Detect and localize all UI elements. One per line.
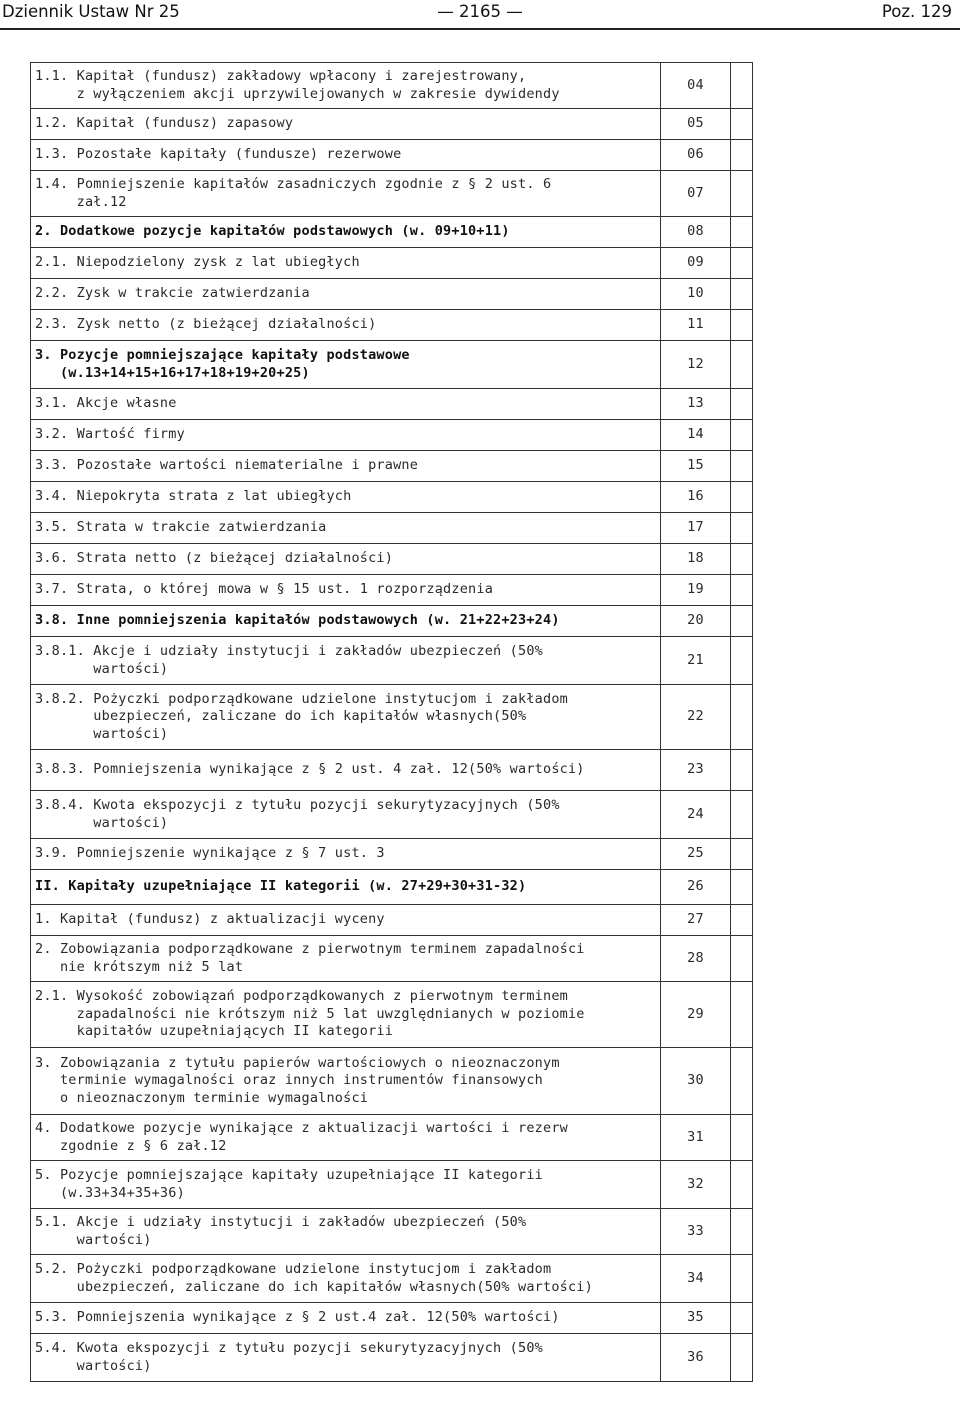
table-row <box>31 482 753 513</box>
row-label-text: 3. Pozycje pomniejszające kapitały podstawowe (w.13+14+15+16+17+18+19+20+25) <box>35 347 410 381</box>
row-code: 09 <box>661 248 731 279</box>
row-code: 33 <box>661 1209 731 1255</box>
table-row <box>31 544 753 575</box>
table-row <box>31 936 753 982</box>
row-code: 36 <box>661 1334 731 1382</box>
row-value-cell[interactable] <box>731 389 753 420</box>
row-code: 14 <box>661 420 731 451</box>
table-row <box>31 1209 753 1255</box>
table-row <box>31 1048 753 1115</box>
row-code: 30 <box>661 1048 731 1115</box>
row-label <box>31 310 661 341</box>
row-code: 27 <box>661 905 731 936</box>
row-label <box>31 750 661 791</box>
row-value-cell[interactable] <box>731 482 753 513</box>
row-value-cell[interactable] <box>731 544 753 575</box>
row-label <box>31 575 661 606</box>
row-label <box>31 217 661 248</box>
row-value-cell[interactable] <box>731 606 753 637</box>
row-code: 15 <box>661 451 731 482</box>
row-code: 18 <box>661 544 731 575</box>
table-row <box>31 109 753 140</box>
row-code: 07 <box>661 171 731 217</box>
row-label <box>31 791 661 839</box>
row-code: 28 <box>661 936 731 982</box>
row-value-cell[interactable] <box>731 420 753 451</box>
row-value-cell[interactable] <box>731 982 753 1048</box>
row-label-text: 4. Dodatkowe pozycje wynikające z aktualizacji wartości i rezerw zgodnie z § 6 zał.12 <box>35 1120 568 1154</box>
row-label <box>31 171 661 217</box>
row-code: 12 <box>661 341 731 389</box>
row-value-cell[interactable] <box>731 310 753 341</box>
table-row <box>31 63 753 109</box>
row-value-cell[interactable] <box>731 870 753 905</box>
row-code: 32 <box>661 1161 731 1209</box>
table-row <box>31 1255 753 1303</box>
row-value-cell[interactable] <box>731 513 753 544</box>
row-label-text: 3.5. Strata w trakcie zatwierdzania <box>35 519 327 536</box>
row-label <box>31 839 661 870</box>
row-label-text: 1.1. Kapitał (fundusz) zakładowy wpłacony i zarejestrowany, z wyłączeniem akcji uprzywilejowanych w zakresie dywidendy <box>35 68 560 102</box>
row-label-text: 1.4. Pomniejszenie kapitałów zasadniczych zgodnie z § 2 ust. 6 zał.12 <box>35 176 552 210</box>
row-code: 34 <box>661 1255 731 1303</box>
row-label-text: 3.7. Strata, o której mowa w § 15 ust. 1 rozporządzenia <box>35 581 494 598</box>
table-row <box>31 1334 753 1382</box>
row-value-cell[interactable] <box>731 791 753 839</box>
row-value-cell[interactable] <box>731 1048 753 1115</box>
row-label <box>31 1255 661 1303</box>
row-label-text: 3.8.4. Kwota ekspozycji z tytułu pozycji sekurytyzacyjnych (50% wartości) <box>35 797 560 831</box>
table-row <box>31 248 753 279</box>
row-label <box>31 248 661 279</box>
row-code: 21 <box>661 637 731 685</box>
row-label-text: 2. Zobowiązania podporządkowane z pierwotnym terminem zapadalności nie krótszym niż 5 lat <box>35 941 585 975</box>
table-row <box>31 637 753 685</box>
row-value-cell[interactable] <box>731 171 753 217</box>
row-label-text: 3.3. Pozostałe wartości niematerialne i prawne <box>35 457 419 474</box>
row-label-text: 3.8.1. Akcje i udziały instytucji i zakładów ubezpieczeń (50% wartości) <box>35 643 543 677</box>
table-row <box>31 750 753 791</box>
table-row <box>31 791 753 839</box>
row-code: 05 <box>661 109 731 140</box>
row-label <box>31 389 661 420</box>
position-number: Poz. 129 <box>881 2 952 21</box>
row-label <box>31 420 661 451</box>
row-label <box>31 1048 661 1115</box>
row-code: 08 <box>661 217 731 248</box>
row-label <box>31 1161 661 1209</box>
row-code: 31 <box>661 1115 731 1161</box>
row-label-text: 5.2. Pożyczki podporządkowane udzielone instytucjom i zakładom ubezpieczeń, zaliczane do ich kapitałów własnych(50% wartości) <box>35 1261 593 1295</box>
row-label-text: 5.3. Pomniejszenia wynikające z § 2 ust.4 zał. 12(50% wartości) <box>35 1309 560 1326</box>
row-value-cell[interactable] <box>731 279 753 310</box>
row-label <box>31 606 661 637</box>
row-value-cell[interactable] <box>731 575 753 606</box>
row-label-text: 2.3. Zysk netto (z bieżącej działalności) <box>35 316 377 333</box>
row-value-cell[interactable] <box>731 685 753 750</box>
row-value-cell[interactable] <box>731 1334 753 1382</box>
row-label <box>31 451 661 482</box>
page-number: — 2165 — <box>437 2 523 21</box>
row-code: 25 <box>661 839 731 870</box>
row-label-text: 3.1. Akcje własne <box>35 395 177 412</box>
row-label-text: 3.6. Strata netto (z bieżącej działalności) <box>35 550 394 567</box>
row-label-text: 3.8.2. Pożyczki podporządkowane udzielone instytucjom i zakładom ubezpieczeń, zaliczane do ich kapitałów własnych(50% wartości) <box>35 690 568 742</box>
table-row <box>31 513 753 544</box>
table-row <box>31 575 753 606</box>
row-label <box>31 140 661 171</box>
row-value-cell[interactable] <box>731 839 753 870</box>
row-label-text: 5. Pozycje pomniejszające kapitały uzupełniające II kategorii (w.33+34+35+36) <box>35 1167 543 1201</box>
table-row <box>31 279 753 310</box>
row-code: 35 <box>661 1303 731 1334</box>
table-row <box>31 685 753 750</box>
row-value-cell[interactable] <box>731 451 753 482</box>
row-value-cell[interactable] <box>731 1255 753 1303</box>
row-label <box>31 1334 661 1382</box>
table-row <box>31 341 753 389</box>
table-row <box>31 420 753 451</box>
row-label-text: 1.3. Pozostałe kapitały (fundusze) rezerwowe <box>35 146 402 163</box>
row-label-text: 3.2. Wartość firmy <box>35 426 185 443</box>
row-label <box>31 513 661 544</box>
row-label <box>31 685 661 750</box>
row-value-cell[interactable] <box>731 1161 753 1209</box>
row-label <box>31 1303 661 1334</box>
row-label <box>31 482 661 513</box>
row-label-text: II. Kapitały uzupełniające II kategorii (w. 27+29+30+31-32) <box>35 878 527 895</box>
row-label-text: 3. Zobowiązania z tytułu papierów wartościowych o nieoznaczonym terminie wymagalności oraz innych instrumentów finansowych o nieoznaczonym terminie wymagalności <box>35 1054 560 1106</box>
row-label <box>31 905 661 936</box>
table-row <box>31 870 753 905</box>
row-label-text: 5.4. Kwota ekspozycji z tytułu pozycji sekurytyzacyjnych (50% wartości) <box>35 1340 543 1374</box>
row-label <box>31 279 661 310</box>
row-label-text: 3.4. Niepokryta strata z lat ubiegłych <box>35 488 352 505</box>
row-code: 11 <box>661 310 731 341</box>
table-row <box>31 310 753 341</box>
row-code: 19 <box>661 575 731 606</box>
row-label-text: 1. Kapitał (fundusz) z aktualizacji wyceny <box>35 911 385 928</box>
table-row <box>31 217 753 248</box>
capital-form-table <box>30 62 753 1382</box>
row-label-text: 2.1. Wysokość zobowiązań podporządkowanych z pierwotnym terminem zapadalności nie krótszym niż 5 lat uwzględnianych w poziomie kapitałów uzupełniających II kategorii <box>35 988 585 1040</box>
row-label <box>31 63 661 109</box>
row-code: 04 <box>661 63 731 109</box>
row-value-cell[interactable] <box>731 341 753 389</box>
row-value-cell[interactable] <box>731 750 753 791</box>
row-value-cell[interactable] <box>731 63 753 109</box>
table-row <box>31 171 753 217</box>
row-label-text: 5.1. Akcje i udziały instytucji i zakładów ubezpieczeń (50% wartości) <box>35 1214 527 1248</box>
row-code: 13 <box>661 389 731 420</box>
row-value-cell[interactable] <box>731 1115 753 1161</box>
row-label-text: 3.8.3. Pomniejszenia wynikające z § 2 ust. 4 zał. 12(50% wartości) <box>35 761 585 778</box>
table-row <box>31 1303 753 1334</box>
row-label <box>31 109 661 140</box>
table-row <box>31 1115 753 1161</box>
row-value-cell[interactable] <box>731 1303 753 1334</box>
table-row <box>31 982 753 1048</box>
row-label-text: 1.2. Kapitał (fundusz) zapasowy <box>35 115 294 132</box>
row-label <box>31 637 661 685</box>
row-code: 24 <box>661 791 731 839</box>
row-value-cell[interactable] <box>731 905 753 936</box>
row-label-text: 3.8. Inne pomniejszenia kapitałów podstawowych (w. 21+22+23+24) <box>35 612 560 629</box>
table-row <box>31 1161 753 1209</box>
form-body <box>31 63 753 1382</box>
row-code: 29 <box>661 982 731 1048</box>
row-value-cell[interactable] <box>731 109 753 140</box>
row-label <box>31 1115 661 1161</box>
row-label <box>31 936 661 982</box>
row-label <box>31 341 661 389</box>
page-header <box>0 0 960 30</box>
row-label-text: 2.1. Niepodzielony zysk z lat ubiegłych <box>35 254 360 271</box>
row-value-cell[interactable] <box>731 1209 753 1255</box>
table-row <box>31 606 753 637</box>
row-value-cell[interactable] <box>731 217 753 248</box>
row-label-text: 2.2. Zysk w trakcie zatwierdzania <box>35 285 310 302</box>
row-label <box>31 982 661 1048</box>
row-value-cell[interactable] <box>731 140 753 171</box>
row-value-cell[interactable] <box>731 936 753 982</box>
table-row <box>31 451 753 482</box>
row-code: 23 <box>661 750 731 791</box>
table-row <box>31 389 753 420</box>
row-code: 20 <box>661 606 731 637</box>
row-value-cell[interactable] <box>731 248 753 279</box>
table-row <box>31 905 753 936</box>
row-code: 26 <box>661 870 731 905</box>
row-label-text: 3.9. Pomniejszenie wynikające z § 7 ust. 3 <box>35 845 385 862</box>
row-label-text: 2. Dodatkowe pozycje kapitałów podstawowych (w. 09+10+11) <box>35 223 510 240</box>
row-code: 06 <box>661 140 731 171</box>
row-label <box>31 1209 661 1255</box>
row-label <box>31 870 661 905</box>
row-code: 17 <box>661 513 731 544</box>
table-row <box>31 839 753 870</box>
row-code: 16 <box>661 482 731 513</box>
row-value-cell[interactable] <box>731 637 753 685</box>
row-label <box>31 544 661 575</box>
journal-title: Dziennik Ustaw Nr 25 <box>2 2 180 21</box>
row-code: 10 <box>661 279 731 310</box>
table-row <box>31 140 753 171</box>
row-code: 22 <box>661 685 731 750</box>
